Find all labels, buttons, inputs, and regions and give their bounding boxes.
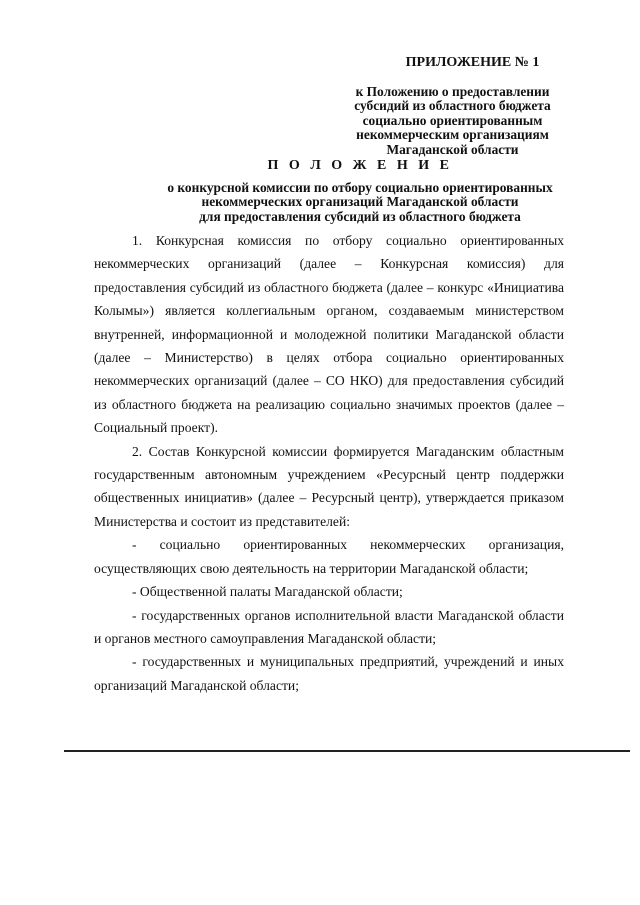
subtitle-line: о конкурсной комиссии по отбору социально ориентированных: [167, 180, 553, 195]
document-title: П О Л О Ж Е Н И Е: [267, 158, 453, 173]
appendix-title: ПРИЛОЖЕНИЕ № 1: [405, 55, 540, 70]
appendix-line: некоммерческим организациям: [356, 127, 549, 143]
subtitle-line: для предоставления субсидий из областного бюджета: [199, 208, 521, 224]
appendix-line: Магаданской области: [386, 141, 519, 157]
document-body: [94, 229, 564, 697]
subtitle-line: некоммерческих организаций Магаданской области: [201, 194, 519, 210]
appendix-line: к Положению о предоставлении: [355, 83, 550, 99]
paragraph-1: 1. Конкурсная комиссия по отбору социально ориентированных некоммерческих организаций (далее – Конкурсная комиссия) для предоставления субсидий из областного бюджета (далее – конкурс «Инициатива Колымы») является коллегиальным органом, создаваемым министерством внутренней, информационной и молодежной политики Магаданской области (далее – Министерство) в целях отбора социально ориентированных некоммерческих организаций (далее – СО НКО) для предоставления субсидий из областного бюджета на реализацию социально значимых проектов (далее – Социальный проект).: [94, 233, 564, 436]
appendix-line: субсидий из областного бюджета: [354, 98, 551, 114]
list-item-enterprises: - государственных и муниципальных предприятий, учреждений и иных организаций Магаданской области;: [94, 654, 564, 693]
page-bottom-rule: [64, 750, 630, 752]
document-subtitle: [90, 181, 630, 224]
list-item-public-chamber: - Общественной палаты Магаданской области;: [132, 584, 403, 600]
appendix-header: [300, 56, 605, 158]
list-item-nko: - социально ориентированных некоммерческих организация, осуществляющих свою деятельность на территории Магаданской области;: [94, 537, 564, 576]
list-item-state-bodies: - государственных органов исполнительной власти Магаданской области и органов местного самоуправления Магаданской области;: [94, 607, 564, 646]
appendix-line: социально ориентированным: [362, 112, 543, 128]
paragraph-2: 2. Состав Конкурсной комиссии формируется Магаданским областным государственным автономным учреждением «Ресурсный центр поддержки общественных инициатив» (далее – Ресурсный центр), утверждается приказом Министерства и состоит из представителей:: [94, 443, 564, 529]
